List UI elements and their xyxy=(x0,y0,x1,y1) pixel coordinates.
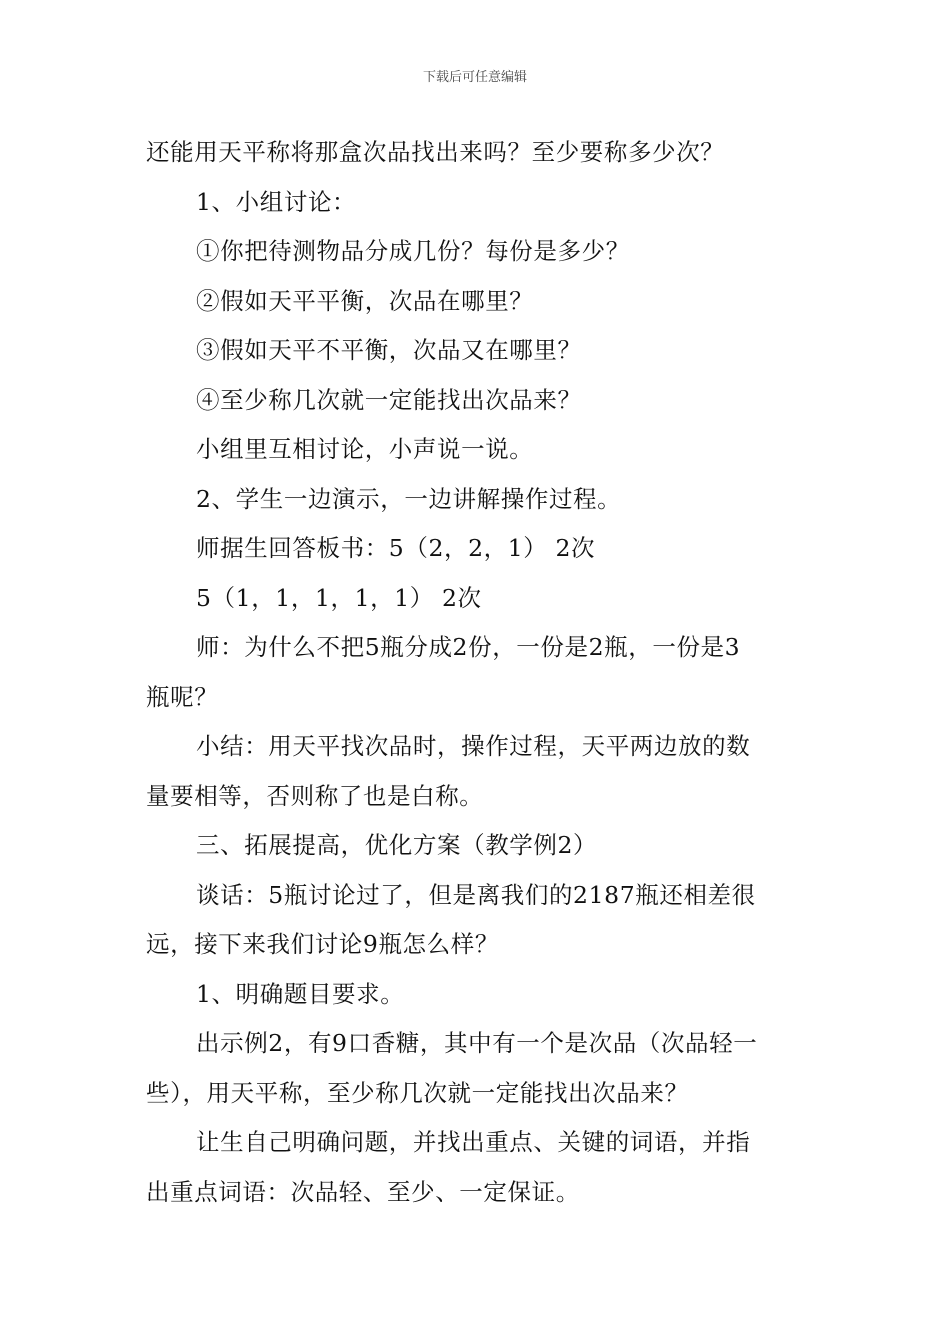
document-body xyxy=(146,128,810,1217)
paragraph-line: 出示例2，有9口香糖，其中有一个是次品（次品轻一 xyxy=(196,1029,758,1057)
paragraph-line: 让生自己明确问题，并找出重点、关键的词语，并指 xyxy=(196,1128,751,1156)
paragraph-line: ③假如天平不平衡，次品又在哪里？ xyxy=(196,336,582,364)
paragraph-line: ①你把待测物品分成几份？每份是多少？ xyxy=(196,237,630,265)
paragraph-line: 1、明确题目要求。 xyxy=(196,979,405,1008)
paragraph-line: 量要相等，否则称了也是白称。 xyxy=(146,781,484,810)
paragraph-line: ④至少称几次就一定能找出次品来？ xyxy=(196,385,582,414)
page-header: 下载后可任意编辑 xyxy=(422,70,527,85)
paragraph-line: 谈话：5瓶讨论过了，但是离我们的2187瓶还相差很 xyxy=(196,880,756,909)
paragraph-line: 小组里互相讨论，小声说一说。 xyxy=(196,435,534,463)
paragraph-line: 些），用天平称，至少称几次就一定能找出次品来？ xyxy=(146,1078,689,1107)
paragraph-line: 三、拓展提高，优化方案（教学例2） xyxy=(196,831,598,859)
paragraph-line: 师据生回答板书：5（2，2，1） 2次 xyxy=(196,534,596,562)
paragraph-line: 瓶呢？ xyxy=(146,682,219,711)
paragraph-line: 小结：用天平找次品时，操作过程，天平两边放的数 xyxy=(196,732,751,760)
paragraph-line: 出重点词语：次品轻、至少、一定保证。 xyxy=(146,1177,580,1206)
paragraph-line: 1、小组讨论： xyxy=(196,187,357,216)
paragraph-line: 还能用天平称将那盒次品找出来吗？至少要称多少次？ xyxy=(146,138,725,166)
paragraph-line: 师：为什么不把5瓶分成2份，一份是2瓶，一份是3 xyxy=(196,633,741,661)
paragraph-line: 2、学生一边演示，一边讲解操作过程。 xyxy=(196,484,622,513)
paragraph-line: 远，接下来我们讨论9瓶怎么样？ xyxy=(146,930,499,958)
paragraph-line: 5（1，1，1，1，1） 2次 xyxy=(196,583,482,612)
paragraph-line: ②假如天平平衡，次品在哪里？ xyxy=(196,286,534,315)
